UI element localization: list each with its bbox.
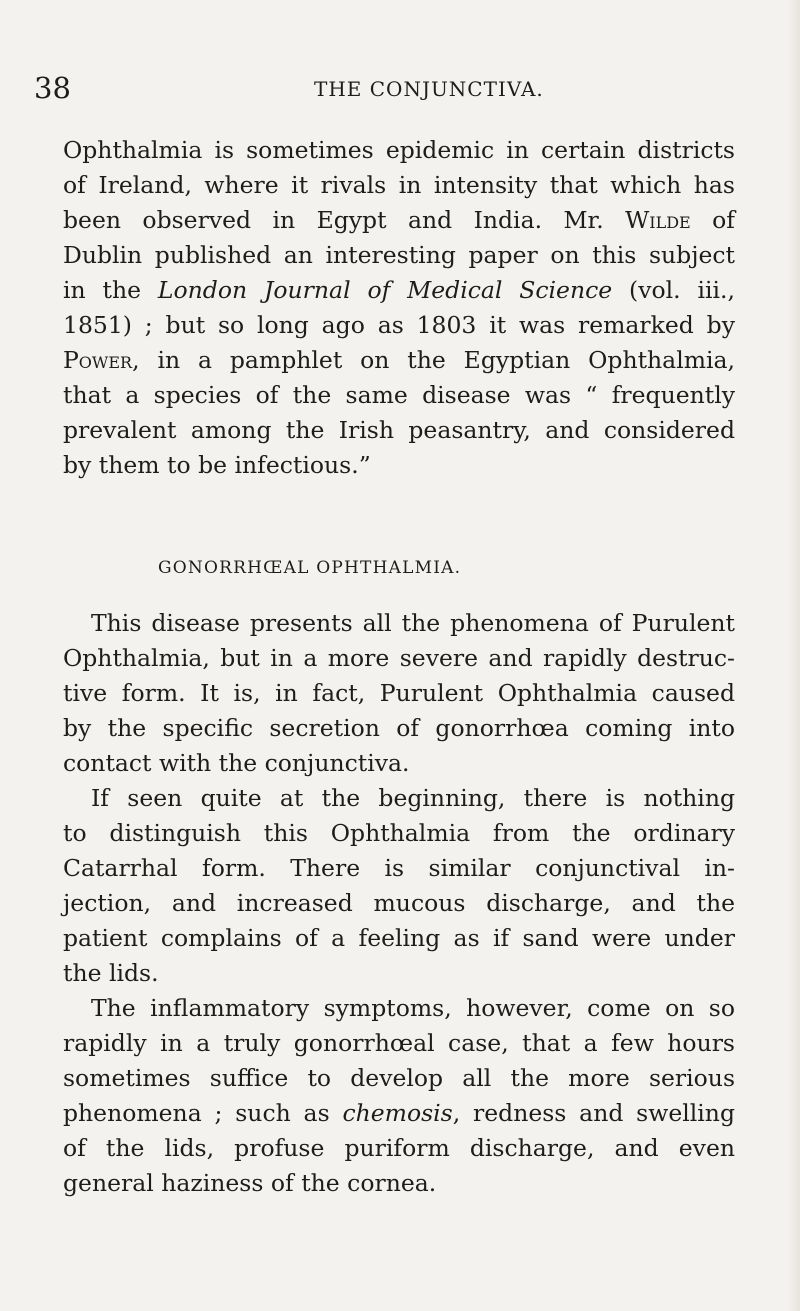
text-line: If seen quite at the beginning, there is nothing: [91, 784, 735, 812]
page-number: 38: [34, 71, 71, 105]
text-line: 1851) ; but so long ago as 1803 it was remarked by: [63, 311, 735, 339]
text-span: (vol. iii.,: [612, 276, 735, 304]
term-chemosis: chemosis: [342, 1099, 453, 1127]
text-line: contact with the conjunctiva.: [63, 749, 410, 777]
text-line: jection, and increased mucous discharge, and the: [63, 889, 735, 917]
journal-title: London Journal of Medical Science: [157, 276, 613, 304]
text-line: [63, 343, 735, 378]
text-line: [63, 1096, 735, 1131]
text-line: of Ireland, where it rivals in intensity that which has: [63, 171, 735, 199]
text-line: of the lids, profuse puriform discharge, and even: [63, 1134, 735, 1162]
page-edge: [788, 0, 800, 1311]
text-line: Dublin published an interesting paper on this subject: [63, 241, 735, 269]
text-line: Ophthalmia, but in a more severe and rapidly destruc-: [63, 644, 735, 672]
text-line: tive form. It is, in fact, Purulent Ophthalmia caused: [63, 679, 735, 707]
running-title: THE CONJUNCTIVA.: [314, 77, 544, 101]
text-span: , in a pamphlet on the Egyptian Ophthalmia,: [132, 346, 735, 374]
text-line: sometimes suffice to develop all the more serious: [63, 1064, 735, 1092]
text-line: patient complains of a feeling as if sand were under: [63, 924, 735, 952]
text-span: in the: [63, 276, 158, 304]
section-heading: GONORRHŒAL OPHTHALMIA.: [158, 558, 462, 578]
text-line: The inflammatory symptoms, however, come on so: [91, 994, 735, 1022]
text-span: of: [690, 206, 735, 234]
text-line: [63, 203, 735, 238]
text-line: This disease presents all the phenomena of Purulent: [91, 609, 735, 637]
text-span: been observed in Egypt and India. Mr.: [63, 206, 626, 234]
text-line: prevalent among the Irish peasantry, and considered: [63, 416, 735, 444]
author-name-wilde: Wilde: [625, 206, 691, 234]
text-line: to distinguish this Ophthalmia from the ordinary: [63, 819, 735, 847]
text-line: [63, 273, 735, 308]
text-line: rapidly in a truly gonorrhœal case, that a few hours: [63, 1029, 735, 1057]
text-line: Ophthalmia is sometimes epidemic in certain districts: [63, 136, 735, 164]
page-header: [34, 68, 734, 108]
text-line: Catarrhal form. There is similar conjunctival in-: [63, 854, 735, 882]
text-line: the lids.: [63, 959, 159, 987]
text-line: that a species of the same disease was “ frequently: [63, 381, 735, 409]
text-line: by them to be infectious.”: [63, 451, 371, 479]
text-span: , redness and swelling: [452, 1099, 735, 1127]
text-line: general haziness of the cornea.: [63, 1169, 437, 1197]
author-name-power: Power: [63, 346, 133, 374]
text-span: phenomena ; such as: [63, 1099, 343, 1127]
text-line: by the specific secretion of gonorrhœa coming into: [63, 714, 735, 742]
